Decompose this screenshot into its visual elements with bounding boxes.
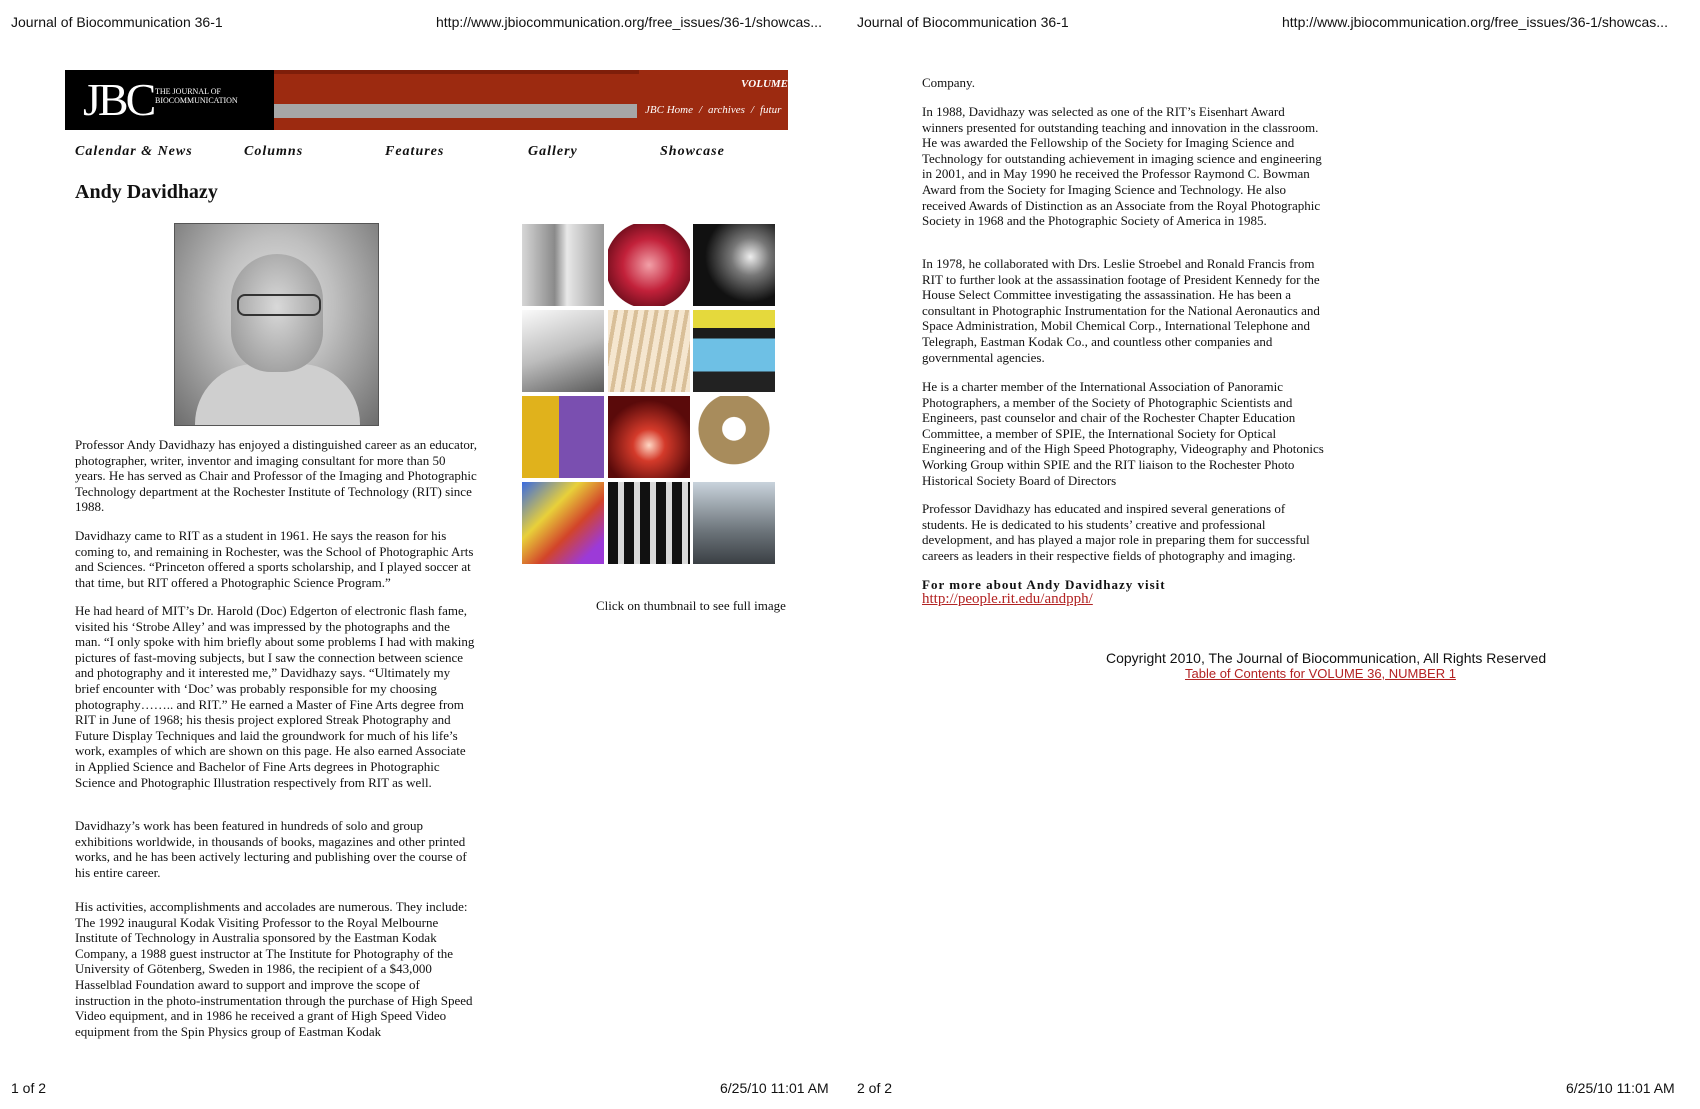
thumbnail-flowers[interactable] bbox=[522, 396, 604, 478]
print-footer-date-right: 6/25/10 11:01 AM bbox=[1566, 1080, 1675, 1096]
more-about-label: For more about Andy Davidhazy visit bbox=[922, 577, 1166, 592]
nav-gallery[interactable]: Gallery bbox=[528, 144, 578, 159]
banner-link-archives[interactable]: archives bbox=[708, 104, 745, 116]
print-footer-page-right: 2 of 2 bbox=[857, 1080, 893, 1096]
volume-label: VOLUME bbox=[740, 78, 788, 90]
bio-paragraph-7: In 1988, Davidhazy was selected as one of the RIT’s Eisenhart Award winners presented for outstanding teaching and innovation in the classroom. He was awarded the Fellowship of the Society for Imaging Science and Technology for outstanding achievement in imaging science and engineering in 2001, and in May 1990 he received the Professor Raymond C. Bowman Award from the Society for Imaging Science and Technology. He also received Awards of Distinction as an Associate from the Royal Photographic Society in 1968 and the Photographic Society of America in 1985. bbox=[922, 104, 1322, 229]
page-title: Andy Davidhazy bbox=[75, 181, 218, 203]
print-footer-page-left: 1 of 2 bbox=[11, 1080, 47, 1096]
thumbnail-breath-spray[interactable] bbox=[693, 224, 775, 306]
banner-link-future[interactable]: futur bbox=[759, 104, 782, 116]
thumbnail-streaks[interactable] bbox=[608, 310, 690, 392]
rit-profile-link[interactable]: http://people.rit.edu/andpph/ bbox=[922, 591, 1093, 607]
print-header-url-right: http://www.jbiocommunication.org/free_issues/36-1/showcas... bbox=[1282, 14, 1668, 30]
nav-showcase[interactable]: Showcase bbox=[660, 144, 725, 159]
logo-subtitle bbox=[155, 87, 238, 105]
thumbnail-water-splash[interactable] bbox=[522, 310, 604, 392]
gallery-caption: Click on thumbnail to see full image bbox=[596, 598, 786, 613]
bio-paragraph-10: Professor Davidhazy has educated and inspired several generations of students. He is dedicated to his students’ creative and professional development, and has played a major role in preparing them for successful careers as leaders in their respective fields of photography and imaging. bbox=[922, 501, 1310, 563]
banner-link-sep: / bbox=[750, 104, 754, 116]
table-of-contents-link[interactable]: Table of Contents for VOLUME 36, NUMBER 1 bbox=[1185, 666, 1456, 681]
logo-letters: JBC bbox=[83, 74, 154, 125]
jbc-logo[interactable] bbox=[65, 70, 274, 130]
thumbnail-crowd[interactable] bbox=[693, 482, 775, 564]
bio-paragraph-6: Company. bbox=[922, 75, 975, 90]
thumbnail-gallery bbox=[522, 224, 776, 564]
nav-columns[interactable]: Columns bbox=[244, 144, 304, 159]
bio-paragraph-1: Professor Andy Davidhazy has enjoyed a distinguished career as an educator, photographer, writer, inventor and imaging consultant for more than 50 years. He has served as Chair and Professor of the Imaging and Photographic Technology department at the Rochester Institute of Technology (RIT) since 1988. bbox=[75, 437, 477, 515]
copyright-notice: Copyright 2010, The Journal of Biocommunication, All Rights Reserved bbox=[1106, 650, 1547, 666]
nav-features[interactable]: Features bbox=[385, 144, 445, 159]
portrait-photo bbox=[174, 223, 379, 426]
print-header-url-left: http://www.jbiocommunication.org/free_issues/36-1/showcas... bbox=[436, 14, 822, 30]
bio-paragraph-3: He had heard of MIT’s Dr. Harold (Doc) Edgerton of electronic flash fame, visited his ‘Strobe Alley’ and was impressed by the photographs and the man. “I only spoke with him briefly about some problems I had with making pictures of fast-moving subjects, but I saw the connection between science and photography and it interested me,” Davidhazy says. “Ultimately my brief encounter with ‘Doc’ was probably responsible for my choosing photography…….. and RIT.” He earned a Master of Fine Arts degree from RIT in June of 1968; his thesis project explored Streak Photography and Future Display Techniques and laid the groundwork for much of his life’s work, examples of which are shown on this page. He also earned Associate in Applied Science and Bachelor of Fine Arts degrees in Photographic Science and Photographic Illustration respectively from RIT as well. bbox=[75, 603, 475, 790]
thumbnail-jugglers[interactable] bbox=[693, 310, 775, 392]
logo-line-1: THE JOURNAL OF bbox=[155, 87, 221, 96]
bio-paragraph-4: Davidhazy’s work has been featured in hundreds of solo and group exhibitions worldwide, in thousands of books, magazines and other printed works, and he has been actively lecturing and publishing over the course of his entire career. bbox=[75, 818, 467, 880]
print-header-title-right: Journal of Biocommunication 36-1 bbox=[857, 14, 1069, 30]
banner-link-sep: / bbox=[698, 104, 703, 116]
portrait-shirt bbox=[195, 364, 360, 426]
thumbnail-red-burst[interactable] bbox=[608, 396, 690, 478]
logo-line-2: BIOCOMMUNICATION bbox=[155, 96, 238, 105]
portrait-glasses bbox=[237, 294, 321, 316]
thumbnail-dancers[interactable] bbox=[608, 482, 690, 564]
banner-links bbox=[637, 103, 788, 120]
thumbnail-panoramic-ring[interactable] bbox=[693, 396, 775, 478]
banner-dark-stripe bbox=[274, 70, 639, 74]
banner-link-home[interactable]: JBC Home bbox=[645, 104, 693, 116]
thumbnail-red-flower[interactable] bbox=[608, 224, 690, 306]
bio-paragraph-2: Davidhazy came to RIT as a student in 1961. He says the reason for his coming to, and remaining in Rochester, was the School of Photographic Arts and Sciences. “Princeton offered a sports scholarship, and I played soccer at that time, but RIT offered a Photographic Science Program.” bbox=[75, 528, 474, 590]
bio-paragraph-5: His activities, accomplishments and accolades are numerous. They include: The 1992 inaugural Kodak Visiting Professor to the Royal Melbourne Institute of Technology in Australia sponsored by the Eastman Kodak Company, a 1988 guest instructor at The Institute for Photography of the University of Götenberg, Sweden in 1986, the recipient of a $43,000 Hasselblad Foundation award to support and improve the scope of instruction in the photo-instrumentation through the purchase of High Speed Video equipment, and in 1986 he received a grant of High Speed Video equipment from the Spin Physics group of Eastman Kodak bbox=[75, 899, 473, 1039]
jbc-banner bbox=[65, 70, 788, 130]
bio-paragraph-8: In 1978, he collaborated with Drs. Leslie Stroebel and Ronald Francis from RIT to further look at the assassination footage of President Kennedy for the House Select Committee investigating the assassination. He has been a consultant in Photographic Instrumentation for the National Aeronautics and Space Administration, Mobil Chemical Corp., International Telephone and Telegraph, Eastman Kodak Co., and countless other companies and governmental agencies. bbox=[922, 256, 1320, 365]
print-header-title-left: Journal of Biocommunication 36-1 bbox=[11, 14, 223, 30]
print-footer-date-left: 6/25/10 11:01 AM bbox=[720, 1080, 829, 1096]
nav-calendar-news[interactable]: Calendar & News bbox=[75, 144, 193, 159]
thumbnail-droplets[interactable] bbox=[522, 224, 604, 306]
thumbnail-soap-film[interactable] bbox=[522, 482, 604, 564]
bio-paragraph-9: He is a charter member of the International Association of Panoramic Photographers, a member of the Society of Photographic Scientists and Engineers, past counselor and chair of the Rochester Chapter Education Committee, a member of SPIE, the International Society for Optical Engineering and of the High Speed Photography, Videography and Photonics Working Group within SPIE and the RIT liaison to the Rochester Photo Historical Society Board of Directors bbox=[922, 379, 1324, 488]
